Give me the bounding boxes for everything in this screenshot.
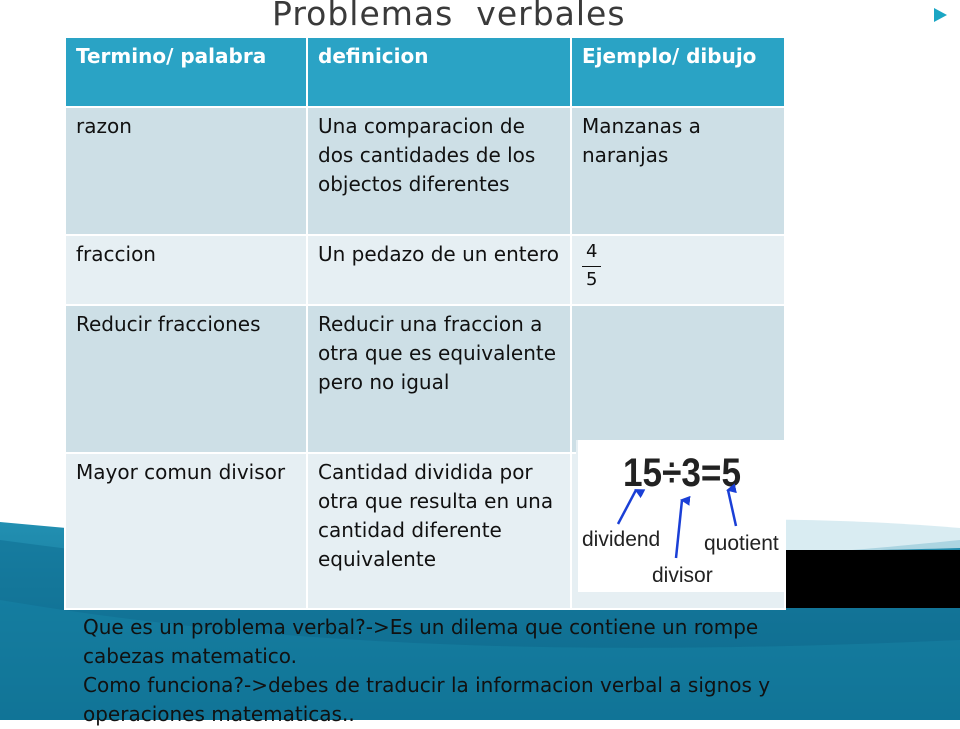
table-row [65, 107, 785, 235]
example-cell [571, 305, 785, 453]
term-cell: Reducir fracciones [65, 305, 307, 453]
table-row [65, 305, 785, 453]
term-cell: fraccion [65, 235, 307, 305]
note-line: Como funciona?->debes de traducir la informacion verbal a signos y operaciones matematicas.. [83, 673, 771, 726]
note-line: Que es un problema verbal?->Es un dilema que contiene un rompe cabezas matematico. [83, 615, 759, 668]
quotient-arrow [728, 490, 736, 526]
page-title: Problemas verbales [272, 0, 626, 33]
definition-cell: Cantidad dividida por otra que resulta en una cantidad diferente equivalente [307, 453, 571, 609]
table-header-row [65, 37, 785, 107]
fraction-bar [582, 266, 601, 267]
dividend-arrow [618, 490, 636, 524]
table-row [65, 235, 785, 305]
fraction-denominator: 5 [586, 269, 598, 290]
divisor-label: divisor [652, 564, 713, 587]
example-cell [571, 235, 785, 305]
term-cell: Mayor comun divisor [65, 453, 307, 609]
fraction [582, 242, 601, 290]
divisor-arrow [676, 500, 682, 558]
term-cell: razon [65, 107, 307, 235]
definition-cell: Un pedazo de un entero [307, 235, 571, 305]
notes [83, 613, 783, 729]
example-cell: Manzanas a naranjas [571, 107, 785, 235]
division-equation: 15÷3=5 [623, 451, 741, 495]
fraction-numerator: 4 [586, 241, 598, 262]
bullet-triangle-icon [934, 8, 947, 22]
dividend-label: dividend [582, 528, 661, 551]
header-term: Termino/ palabra [65, 37, 307, 107]
header-definition: definicion [307, 37, 571, 107]
definition-cell: Reducir una fraccion a otra que es equivalente pero no igual [307, 305, 571, 453]
division-diagram [576, 440, 786, 592]
definition-cell: Una comparacion de dos cantidades de los objectos diferentes [307, 107, 571, 235]
quotient-label: quotient [704, 532, 779, 555]
header-example: Ejemplo/ dibujo [571, 37, 785, 107]
